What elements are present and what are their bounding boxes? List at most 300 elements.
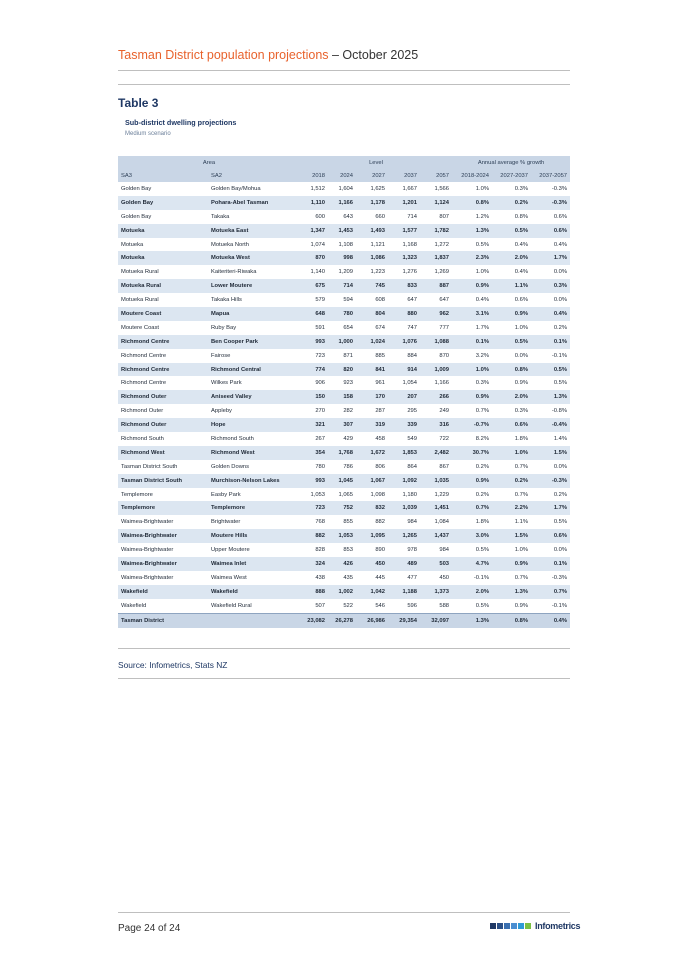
table-cell: Richmond Centre [121, 338, 170, 345]
table-cell: 0.7% [514, 574, 529, 581]
table-cell: 0.1% [553, 338, 568, 345]
table-cell: 1.7% [475, 324, 490, 331]
table-cell: 249 [439, 408, 450, 415]
table-cell: 723 [315, 505, 325, 512]
table-row [118, 599, 570, 613]
table-cell: 0.4% [475, 297, 490, 304]
table-row [118, 418, 570, 432]
table-cell: Ben Cooper Park [211, 338, 259, 345]
table-cell: Takaka Hills [211, 297, 242, 304]
table-cell: 807 [439, 213, 450, 220]
column-header: 2018 [312, 172, 325, 179]
table-subtitle: Medium scenario [125, 131, 171, 137]
table-cell: Motueka West [211, 255, 250, 262]
table-cell: 26,278 [328, 613, 356, 627]
table-cell: -0.3% [551, 185, 568, 192]
table-cell: 26,986 [356, 613, 388, 627]
table-cell: 841 [375, 366, 385, 373]
table-cell: 207 [407, 394, 417, 401]
table-cell: Waimea-Brightwater [121, 574, 174, 581]
table-cell: 0.6% [553, 227, 568, 234]
table-cell: Aniseed Valley [211, 394, 252, 401]
table-cell: Motueka [121, 227, 145, 234]
table-cell: Templemore [121, 491, 153, 498]
table-cell: 1,276 [402, 269, 417, 276]
table-cell: 0.9% [514, 602, 529, 609]
table-cell: 1,039 [402, 505, 417, 512]
table-cell: 1.0% [475, 269, 490, 276]
table-cell: 2.0% [514, 255, 529, 262]
table-cell: 324 [315, 560, 325, 567]
table-cell: Tasman District South [121, 463, 178, 470]
table-cell: 0.9% [514, 310, 529, 317]
table-cell: 660 [375, 213, 385, 220]
table-cell: 654 [343, 324, 353, 331]
table-cell: 882 [315, 533, 325, 540]
table-cell: 1,088 [434, 338, 450, 345]
table-cell: 1.3% [514, 588, 529, 595]
table-cell: 675 [315, 283, 325, 290]
table-cell: 0.7% [475, 408, 490, 415]
table-row [118, 251, 570, 265]
table-cell: 503 [439, 560, 450, 567]
table-cell: Richmond South [121, 435, 164, 442]
table-cell: 722 [439, 435, 450, 442]
table-cell: 777 [439, 324, 450, 331]
column-header: 2027-2037 [500, 172, 529, 179]
table-cell: 887 [439, 283, 450, 290]
table-cell: Takaka [211, 213, 230, 220]
header-rule-2 [118, 84, 570, 85]
table-cell: 0.9% [475, 477, 490, 484]
table-cell: Fairose [211, 352, 231, 359]
table-cell: 0.2% [553, 324, 568, 331]
table-cell: Moutere Coast [121, 310, 162, 317]
table-row [118, 543, 570, 557]
table-cell: 1,000 [338, 338, 353, 345]
table-row [118, 335, 570, 349]
table-cell: 832 [375, 505, 385, 512]
table-cell: Moutere Coast [121, 324, 160, 331]
table-row [118, 376, 570, 390]
table-row [118, 349, 570, 363]
table-row [118, 529, 570, 543]
table-cell: 870 [439, 352, 450, 359]
table-cell: 0.3% [514, 185, 529, 192]
table-body [118, 182, 570, 628]
table-cell: 23,082 [300, 613, 328, 627]
table-cell: 1,084 [434, 519, 450, 526]
table-cell: Wakefield Rural [211, 602, 252, 609]
table-cell: 1,140 [310, 269, 325, 276]
table-cell: 0.4% [514, 241, 529, 248]
table-cell: 752 [343, 505, 353, 512]
table-cell: 1,053 [338, 533, 353, 540]
table-cell: 674 [375, 324, 385, 331]
table-cell: 714 [407, 213, 417, 220]
table-cell: -0.3% [551, 477, 568, 484]
table-cell: 0.6% [514, 297, 529, 304]
table-cell: Ruby Bay [211, 324, 237, 331]
group-header-area: Area [202, 159, 216, 166]
table-cell: 870 [315, 255, 325, 262]
table-cell: 549 [407, 435, 417, 442]
table-cell: 0.2% [475, 463, 490, 470]
table-cell: Richmond West [211, 449, 255, 456]
table-cell: Motueka Rural [121, 297, 159, 304]
table-cell: 768 [315, 519, 325, 526]
table-cell: 489 [407, 560, 417, 567]
table-row [118, 585, 570, 599]
table-cell: 546 [375, 602, 385, 609]
table-cell: 0.6% [553, 533, 568, 540]
table-row [118, 474, 570, 488]
table-row [118, 488, 570, 502]
table-cell: 170 [375, 394, 385, 401]
table-cell: Upper Moutere [211, 547, 250, 554]
table-cell: 0.5% [553, 519, 568, 526]
source-bottom-rule [118, 678, 570, 679]
table-cell: 1,667 [402, 185, 417, 192]
table-cell: Motueka East [211, 227, 249, 234]
column-header: 2037-2057 [539, 172, 568, 179]
table-cell: 0.1% [475, 338, 490, 345]
table-cell: 647 [407, 297, 417, 304]
table-cell: 855 [343, 519, 353, 526]
table-cell: 0.0% [553, 269, 568, 276]
table-cell: Hope [211, 422, 226, 429]
table-cell: Motueka [121, 241, 144, 248]
table-cell: 1,065 [338, 491, 353, 498]
table-cell: 1,451 [434, 505, 450, 512]
table-cell: 780 [343, 310, 353, 317]
table-cell: 354 [315, 449, 325, 456]
table-cell: 1.3% [475, 227, 490, 234]
table-cell: Brightwater [211, 519, 241, 526]
table-cell: 0.7% [514, 491, 529, 498]
table-cell: 1,373 [434, 588, 450, 595]
table-cell: 316 [439, 422, 450, 429]
table-total-row [118, 613, 570, 627]
table-cell: 0.6% [514, 422, 529, 429]
table-cell: 1,604 [338, 185, 353, 192]
table-cell: 1,323 [402, 255, 417, 262]
table-row [118, 557, 570, 571]
table-cell: 522 [343, 602, 353, 609]
table-row [118, 404, 570, 418]
table-cell: 984 [407, 519, 417, 526]
table-row [118, 460, 570, 474]
table-cell: 1,108 [338, 241, 353, 248]
table-cell: 867 [439, 463, 450, 470]
column-header: 2037 [404, 172, 417, 179]
table-cell: 608 [375, 297, 385, 304]
table-cell: 914 [407, 366, 417, 373]
table-cell: 1,166 [338, 199, 353, 206]
table-cell: 150 [315, 394, 325, 401]
table-row [118, 210, 570, 224]
table-cell: 0.8% [475, 199, 490, 206]
table-cell: 0.3% [475, 380, 490, 387]
infometrics-logo [490, 921, 580, 931]
table-cell: Pohara-Abel Tasman [211, 199, 269, 206]
table-cell: 1,437 [434, 533, 450, 540]
table-title: Sub-district dwelling projections [125, 118, 237, 127]
table-cell: 319 [375, 422, 385, 429]
table-cell: 1,269 [434, 269, 450, 276]
table-row [118, 571, 570, 585]
document-header [118, 48, 418, 62]
table-cell: 828 [315, 547, 325, 554]
table-cell: 0.2% [553, 491, 568, 498]
table-cell: 579 [315, 297, 325, 304]
logo-wordmark: Infometrics [535, 921, 581, 931]
table-cell: Tasman District South [121, 477, 183, 484]
table-cell: 1,782 [434, 227, 450, 234]
table-cell: -0.1% [473, 574, 490, 581]
table-cell: 786 [343, 463, 353, 470]
table-cell: 3.0% [475, 533, 490, 540]
table-cell: 1,853 [402, 449, 417, 456]
table-cell: Kaiteriteri-Riwaka [211, 269, 257, 276]
footer-rule [118, 912, 570, 913]
table-cell: 8.2% [475, 435, 490, 442]
table-cell: 1.3% [452, 613, 492, 627]
table-cell: 648 [315, 310, 325, 317]
table-cell: 30.7% [472, 449, 490, 456]
table-cell: 647 [439, 297, 450, 304]
table-cell: 1,045 [338, 477, 353, 484]
table-cell: 591 [315, 324, 325, 331]
table-cell: 745 [375, 283, 385, 290]
table-cell: 429 [343, 435, 353, 442]
table-cell: 0.0% [553, 297, 568, 304]
table-cell: 1,512 [310, 185, 325, 192]
table-cell: 884 [407, 352, 417, 359]
table-cell: 0.2% [475, 491, 490, 498]
column-header: 2057 [436, 172, 450, 179]
table-cell: 0.5% [475, 241, 490, 248]
table-cell: 1,566 [434, 185, 450, 192]
table-cell: Waimea-Brightwater [121, 519, 174, 526]
table-row [118, 224, 570, 238]
table-cell: 477 [407, 574, 417, 581]
table-cell: 993 [315, 477, 325, 484]
header-title-accent: Tasman District population projections [118, 48, 329, 62]
table-cell [208, 613, 300, 627]
table-cell: 307 [343, 422, 353, 429]
table-cell: 1,577 [402, 227, 417, 234]
header-title-rest: – October 2025 [328, 48, 419, 62]
table-cell: 1,067 [370, 477, 385, 484]
table-cell: 885 [375, 352, 385, 359]
source-top-rule [118, 648, 570, 649]
table-cell: Richmond Centre [121, 380, 167, 387]
table-cell: 1,625 [370, 185, 385, 192]
table-cell: 961 [375, 380, 385, 387]
dwelling-projections-table [118, 156, 570, 628]
table-cell: 0.1% [553, 560, 568, 567]
table-cell: 3.1% [475, 310, 490, 317]
table-cell: 32,097 [420, 613, 452, 627]
table-cell: 438 [315, 574, 325, 581]
table-cell: 643 [343, 213, 353, 220]
table-cell: -0.3% [551, 199, 568, 206]
table-cell: 1,272 [434, 241, 450, 248]
table-cell: Richmond West [121, 449, 165, 456]
table-cell: Motueka Rural [121, 269, 159, 276]
table-cell: 1,188 [402, 588, 417, 595]
table-cell: 1.0% [514, 324, 529, 331]
table-row [118, 432, 570, 446]
table-cell: 1.0% [514, 547, 529, 554]
table-row [118, 307, 570, 321]
table-cell: 458 [375, 435, 385, 442]
table-cell: Golden Bay/Mohua [211, 185, 261, 192]
group-header-growth: Annual average % growth [477, 159, 545, 166]
table-cell: 1,453 [338, 227, 353, 234]
table-cell: 0.5% [475, 547, 490, 554]
table-cell: Appleby [211, 408, 232, 415]
table-cell: 780 [315, 463, 325, 470]
table-cell: 0.9% [475, 283, 490, 290]
table-cell: 3.2% [475, 352, 490, 359]
table-cell: 0.2% [514, 199, 529, 206]
column-header: 2027 [372, 172, 385, 179]
table-cell: 282 [343, 408, 353, 415]
table-cell: 2.0% [475, 588, 490, 595]
table-cell: 1,768 [338, 449, 353, 456]
table-cell: 1.0% [475, 185, 490, 192]
table-cell: 600 [315, 213, 325, 220]
table-row [118, 196, 570, 210]
table-cell: Motueka [121, 255, 145, 262]
table-column-header-row [118, 169, 570, 182]
table-cell: Easby Park [211, 491, 241, 498]
table-cell: 0.9% [475, 394, 490, 401]
column-header: SA3 [121, 172, 132, 179]
table-cell: 998 [343, 255, 353, 262]
table-cell: 774 [315, 366, 325, 373]
table-cell: 0.4% [553, 241, 568, 248]
table-cell: Richmond Central [211, 366, 261, 373]
table-cell: 266 [439, 394, 450, 401]
table-cell: 0.0% [553, 547, 568, 554]
table-cell: 880 [407, 310, 417, 317]
column-header: SA2 [211, 172, 222, 179]
table-cell: 1,076 [402, 338, 417, 345]
table-cell: 1,229 [434, 491, 450, 498]
table-cell: 1,168 [402, 241, 417, 248]
table-cell: 1.1% [514, 519, 529, 526]
table-cell: 321 [315, 422, 325, 429]
table-cell: 1,042 [370, 588, 385, 595]
table-row [118, 363, 570, 377]
table-cell: 270 [315, 408, 325, 415]
table-cell: 0.5% [514, 227, 529, 234]
table-cell: Richmond Outer [121, 422, 167, 429]
table-cell: 747 [407, 324, 417, 331]
table-cell: 596 [407, 602, 417, 609]
table-cell: 1,024 [370, 338, 385, 345]
table-cell: 1,053 [310, 491, 325, 498]
table-cell: -0.4% [551, 422, 568, 429]
table-cell: 864 [407, 463, 417, 470]
table-cell: Tasman District [118, 613, 208, 627]
column-header: 2024 [340, 172, 353, 179]
table-cell: 0.3% [553, 283, 568, 290]
table-cell: 1,074 [310, 241, 325, 248]
table-row [118, 238, 570, 252]
table-cell: 714 [343, 283, 353, 290]
table-cell: 0.4% [531, 613, 570, 627]
table-cell: 1,110 [310, 199, 325, 206]
table-cell: 1,092 [402, 477, 417, 484]
table-cell: Wakefield [121, 602, 147, 609]
table-cell: 507 [315, 602, 325, 609]
table-cell: 1.2% [475, 213, 490, 220]
table-cell: Waimea-Brightwater [121, 533, 177, 540]
table-cell: 0.3% [514, 408, 529, 415]
table-cell: 882 [375, 519, 385, 526]
table-cell: 984 [439, 547, 450, 554]
table-cell: 2.0% [514, 394, 529, 401]
table-cell: 853 [343, 547, 353, 554]
table-cell: Templemore [121, 505, 156, 512]
table-cell: 806 [375, 463, 385, 470]
table-cell: -0.1% [551, 352, 568, 359]
table-cell: 906 [315, 380, 325, 387]
table-cell: 1,002 [338, 588, 353, 595]
table-cell: Wakefield [211, 588, 238, 595]
table-cell: Templemore [211, 505, 246, 512]
table-cell: -0.1% [551, 602, 568, 609]
table-cell: 1,347 [310, 227, 325, 234]
table-cell: 0.8% [492, 613, 531, 627]
table-row [118, 293, 570, 307]
table-cell: 1.8% [514, 435, 529, 442]
table-cell: 978 [407, 547, 417, 554]
table-cell: 723 [315, 352, 325, 359]
table-cell: 1.0% [475, 366, 490, 373]
table-cell: 450 [375, 560, 385, 567]
table-cell: 0.9% [514, 560, 529, 567]
table-cell: Motueka North [211, 241, 250, 248]
table-cell: 4.7% [475, 560, 490, 567]
table-cell: Waimea-Brightwater [121, 560, 177, 567]
group-header-level: Level [369, 159, 383, 166]
table-cell: 890 [375, 547, 385, 554]
table-cell: Waimea Inlet [211, 560, 247, 567]
table-cell: 339 [407, 422, 417, 429]
table-cell: Murchison-Nelson Lakes [211, 477, 280, 484]
table-cell: 1,223 [370, 269, 385, 276]
table-cell: 1,180 [402, 491, 417, 498]
table-row [118, 446, 570, 460]
table-cell: 993 [315, 338, 325, 345]
table-cell: 888 [315, 588, 325, 595]
table-cell: 0.0% [514, 352, 529, 359]
table-number: Table 3 [118, 96, 159, 110]
table-cell: 295 [407, 408, 417, 415]
table-row [118, 390, 570, 404]
table-cell: 1,201 [402, 199, 417, 206]
table-cell: 1.0% [514, 449, 529, 456]
table-row [118, 501, 570, 515]
table-cell: 0.5% [514, 338, 529, 345]
table-cell: Golden Bay [121, 199, 154, 206]
table-cell: 0.7% [475, 505, 490, 512]
